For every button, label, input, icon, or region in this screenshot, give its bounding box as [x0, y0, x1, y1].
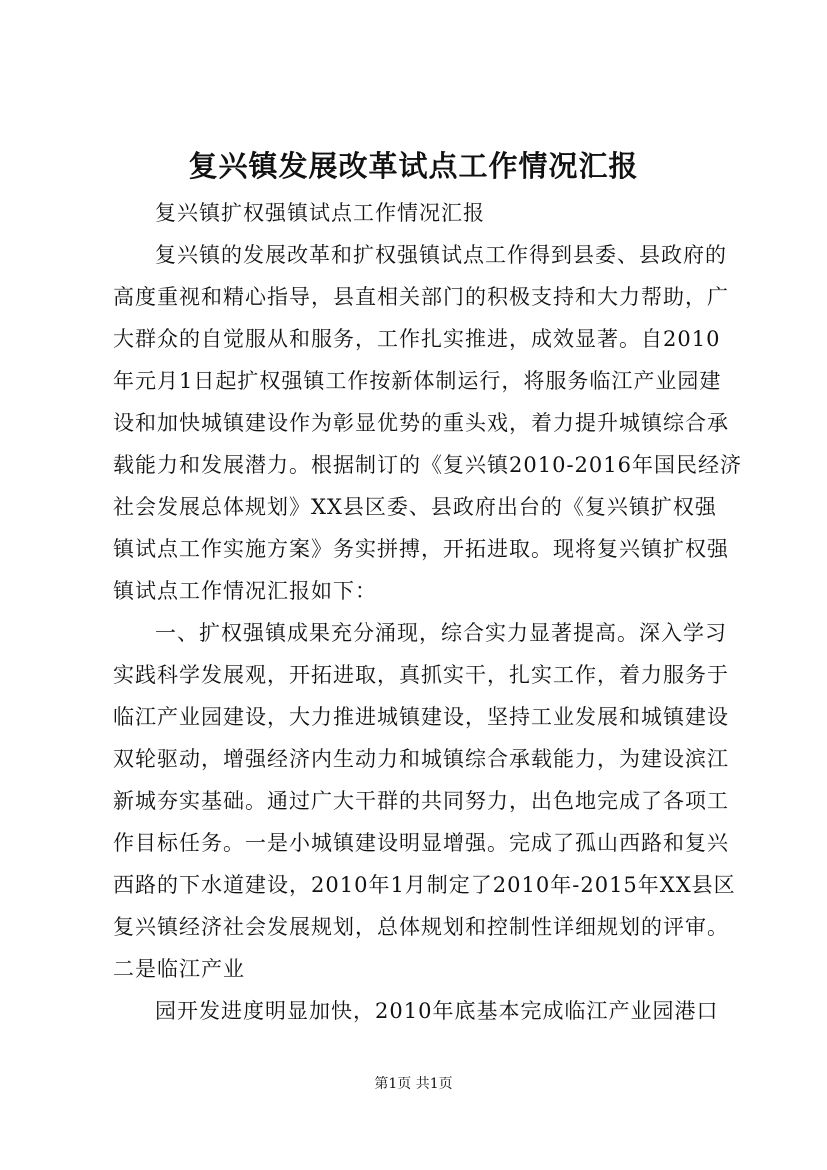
subtitle-line: 复兴镇扩权强镇试点工作情况汇报	[155, 201, 485, 225]
text-line: 实践科学发展观，开拓进取，真抓实干，扎实工作，着力服务于	[113, 663, 729, 687]
document-title: 复兴镇发展改革试点工作情况汇报	[188, 149, 639, 183]
text-line: 镇试点工作实施方案》务实拼搏，开拓进取。现将复兴镇扩权强	[113, 537, 729, 561]
text-line: 二是临江产业	[113, 957, 245, 981]
text-line: 设和加快城镇建设作为彰显优势的重头戏，着力提升城镇综合承	[113, 411, 729, 435]
text-line: 年元月1日起扩权强镇工作按新体制运行，将服务临江产业园建	[113, 369, 722, 393]
text-line: 大群众的自觉服从和服务，工作扎实推进，成效显著。自2010	[113, 327, 721, 351]
text-line: 复兴镇的发展改革和扩权强镇试点工作得到县委、县政府的	[155, 243, 727, 267]
text-line: 镇试点工作情况汇报如下：	[113, 579, 377, 603]
page-footer: 第1页 共1页	[374, 1076, 453, 1092]
text-line: 高度重视和精心指导，县直相关部门的积极支持和大力帮助，广	[113, 285, 729, 309]
text-line: 西路的下水道建设，2010年1月制定了2010年-2015年XX县区	[113, 873, 736, 897]
text-line: 复兴镇经济社会发展规划，总体规划和控制性详细规划的评审。	[113, 915, 729, 939]
text-line: 新城夯实基础。通过广大干群的共同努力，出色地完成了各项工	[113, 789, 729, 813]
text-line: 一、扩权强镇成果充分涌现，综合实力显著提高。深入学习	[155, 621, 727, 645]
text-line: 双轮驱动，增强经济内生动力和城镇综合承载能力，为建设滨江	[113, 747, 729, 771]
text-line: 作目标任务。一是小城镇建设明显增强。完成了孤山西路和复兴	[113, 831, 729, 855]
text-line: 临江产业园建设，大力推进城镇建设，坚持工业发展和城镇建设	[113, 705, 729, 729]
text-line: 园开发进度明显加快，2010年底基本完成临江产业园港口	[155, 999, 719, 1023]
text-line: 社会发展总体规划》XX县区委、县政府出台的《复兴镇扩权强	[113, 495, 717, 519]
text-line: 载能力和发展潜力。根据制订的《复兴镇2010-2016年国民经济	[113, 453, 742, 477]
